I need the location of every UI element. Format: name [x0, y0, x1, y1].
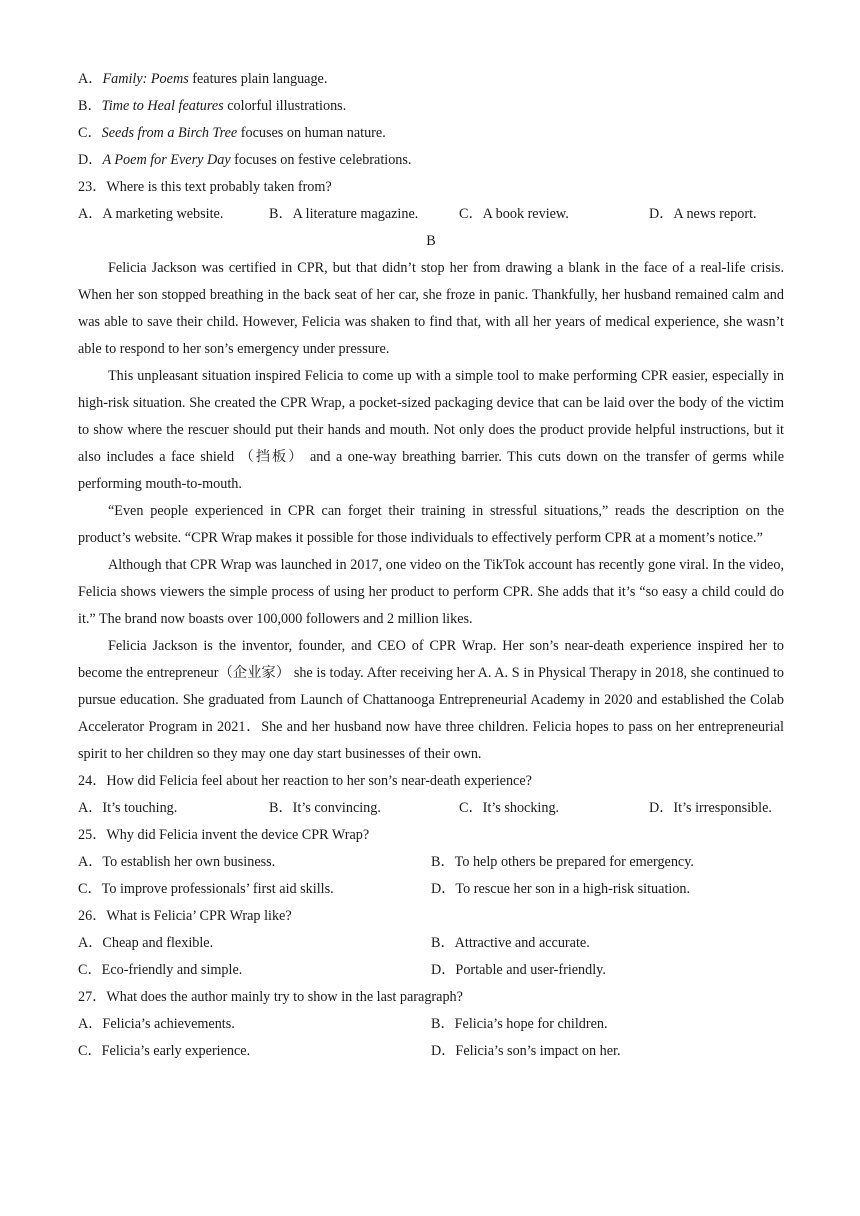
- question-27-options-cd: [78, 1038, 784, 1065]
- question-25-options-ab: [78, 849, 784, 876]
- passage-paragraph-5: Felicia Jackson is the inventor, founder, and CEO of CPR Wrap. Her son’s near-death experience inspired her to become the entrepreneur（企业家） she is today. After receiving her A. A. S in Physical Therapy in 2018, she continued to pursue education. She graduated from Launch of Chattanooga Entrepreneurial Academy in 2020 and established the Colab Accelerator Program in 2021．She and her husband now have three children. Felicia hopes to pass on her entrepreneurial spirit to her children so they may one day start businesses of their own.: [78, 638, 784, 762]
- option-27d: D．Felicia’s son’s impact on her.: [431, 1043, 621, 1059]
- question-25-stem: 25．Why did Felicia invent the device CPR Wrap?: [78, 827, 370, 843]
- option-24c: C．It’s shocking.: [459, 800, 560, 816]
- option-24d: D．It’s irresponsible.: [649, 800, 772, 816]
- question-27-options-ab: [78, 1011, 784, 1038]
- option-25a: A．To establish her own business.: [78, 854, 276, 870]
- question-26-options-cd: [78, 957, 784, 984]
- option-23a: A．A marketing website.: [78, 206, 224, 222]
- option-25b: B．To help others be prepared for emergency.: [431, 854, 694, 870]
- section-label: B: [426, 233, 436, 249]
- question-24-stem: 24．How did Felicia feel about her reaction to her son’s near-death experience?: [78, 773, 532, 789]
- passage-paragraph-1: Felicia Jackson was certified in CPR, but that didn’t stop her from drawing a blank in the face of a real-life crisis. When her son stopped breathing in the back seat of her car, she froze in panic. Thankfully, her husband remained calm and was able to save their child. However, Felicia was shaken to find that, with all her years of medical experience, she wasn’t able to respond to her son’s emergency under pressure.: [78, 260, 784, 357]
- passage-paragraph-4: Although that CPR Wrap was launched in 2017, one video on the TikTok account has recently gone viral. In the video, Felicia shows viewers the simple process of using her product to perform CPR. She adds that it’s “so easy a child could do it.” The brand now boasts over 100,000 followers and 2 million likes.: [78, 557, 784, 627]
- option-24a: A．It’s touching.: [78, 800, 178, 816]
- option-22a: A．Family: Poems features plain language.: [78, 71, 328, 87]
- option-26d: D．Portable and user-friendly.: [431, 962, 606, 978]
- option-26b: B．Attractive and accurate.: [431, 935, 590, 951]
- option-23b: B．A literature magazine.: [269, 206, 419, 222]
- question-23-options: [78, 201, 784, 228]
- option-22b: B．Time to Heal features colorful illustrations.: [78, 98, 347, 114]
- option-22d: D．A Poem for Every Day focuses on festive celebrations.: [78, 152, 412, 168]
- option-22c: C．Seeds from a Birch Tree focuses on human nature.: [78, 125, 386, 141]
- question-26-options-ab: [78, 930, 784, 957]
- option-26c: C．Eco-friendly and simple.: [78, 962, 243, 978]
- question-27-stem: 27．What does the author mainly try to show in the last paragraph?: [78, 989, 463, 1005]
- option-23c: C．A book review.: [459, 206, 569, 222]
- exam-page: [78, 66, 784, 1065]
- question-24-options: [78, 795, 784, 822]
- option-27b: B．Felicia’s hope for children.: [431, 1016, 608, 1032]
- question-25-options-cd: [78, 876, 784, 903]
- option-25c: C．To improve professionals’ first aid skills.: [78, 881, 334, 897]
- option-27a: A．Felicia’s achievements.: [78, 1016, 235, 1032]
- option-24b: B．It’s convincing.: [269, 800, 381, 816]
- option-27c: C．Felicia’s early experience.: [78, 1043, 251, 1059]
- option-23d: D．A news report.: [649, 206, 757, 222]
- passage: [78, 255, 784, 768]
- passage-paragraph-2: This unpleasant situation inspired Felicia to come up with a simple tool to make performing CPR easier, especially in high-risk situation. She created the CPR Wrap, a pocket-sized packaging device that can be laid over the body of the victim to show where the rescuer should put their hands and mouth. Not only does the product provide helpful instructions, but it also includes a face shield （挡板） and a one-way breathing barrier. This cuts down on the transfer of germs while performing mouth-to-mouth.: [78, 368, 784, 492]
- question-26-stem: 26．What is Felicia’ CPR Wrap like?: [78, 908, 292, 924]
- passage-paragraph-3: “Even people experienced in CPR can forget their training in stressful situations,” reads the description on the product’s website. “CPR Wrap makes it possible for those individuals to effectively perform CPR at a moment’s notice.”: [78, 503, 784, 546]
- option-26a: A．Cheap and flexible.: [78, 935, 214, 951]
- question-23-stem: 23．Where is this text probably taken from?: [78, 179, 332, 195]
- option-25d: D．To rescue her son in a high-risk situation.: [431, 881, 691, 897]
